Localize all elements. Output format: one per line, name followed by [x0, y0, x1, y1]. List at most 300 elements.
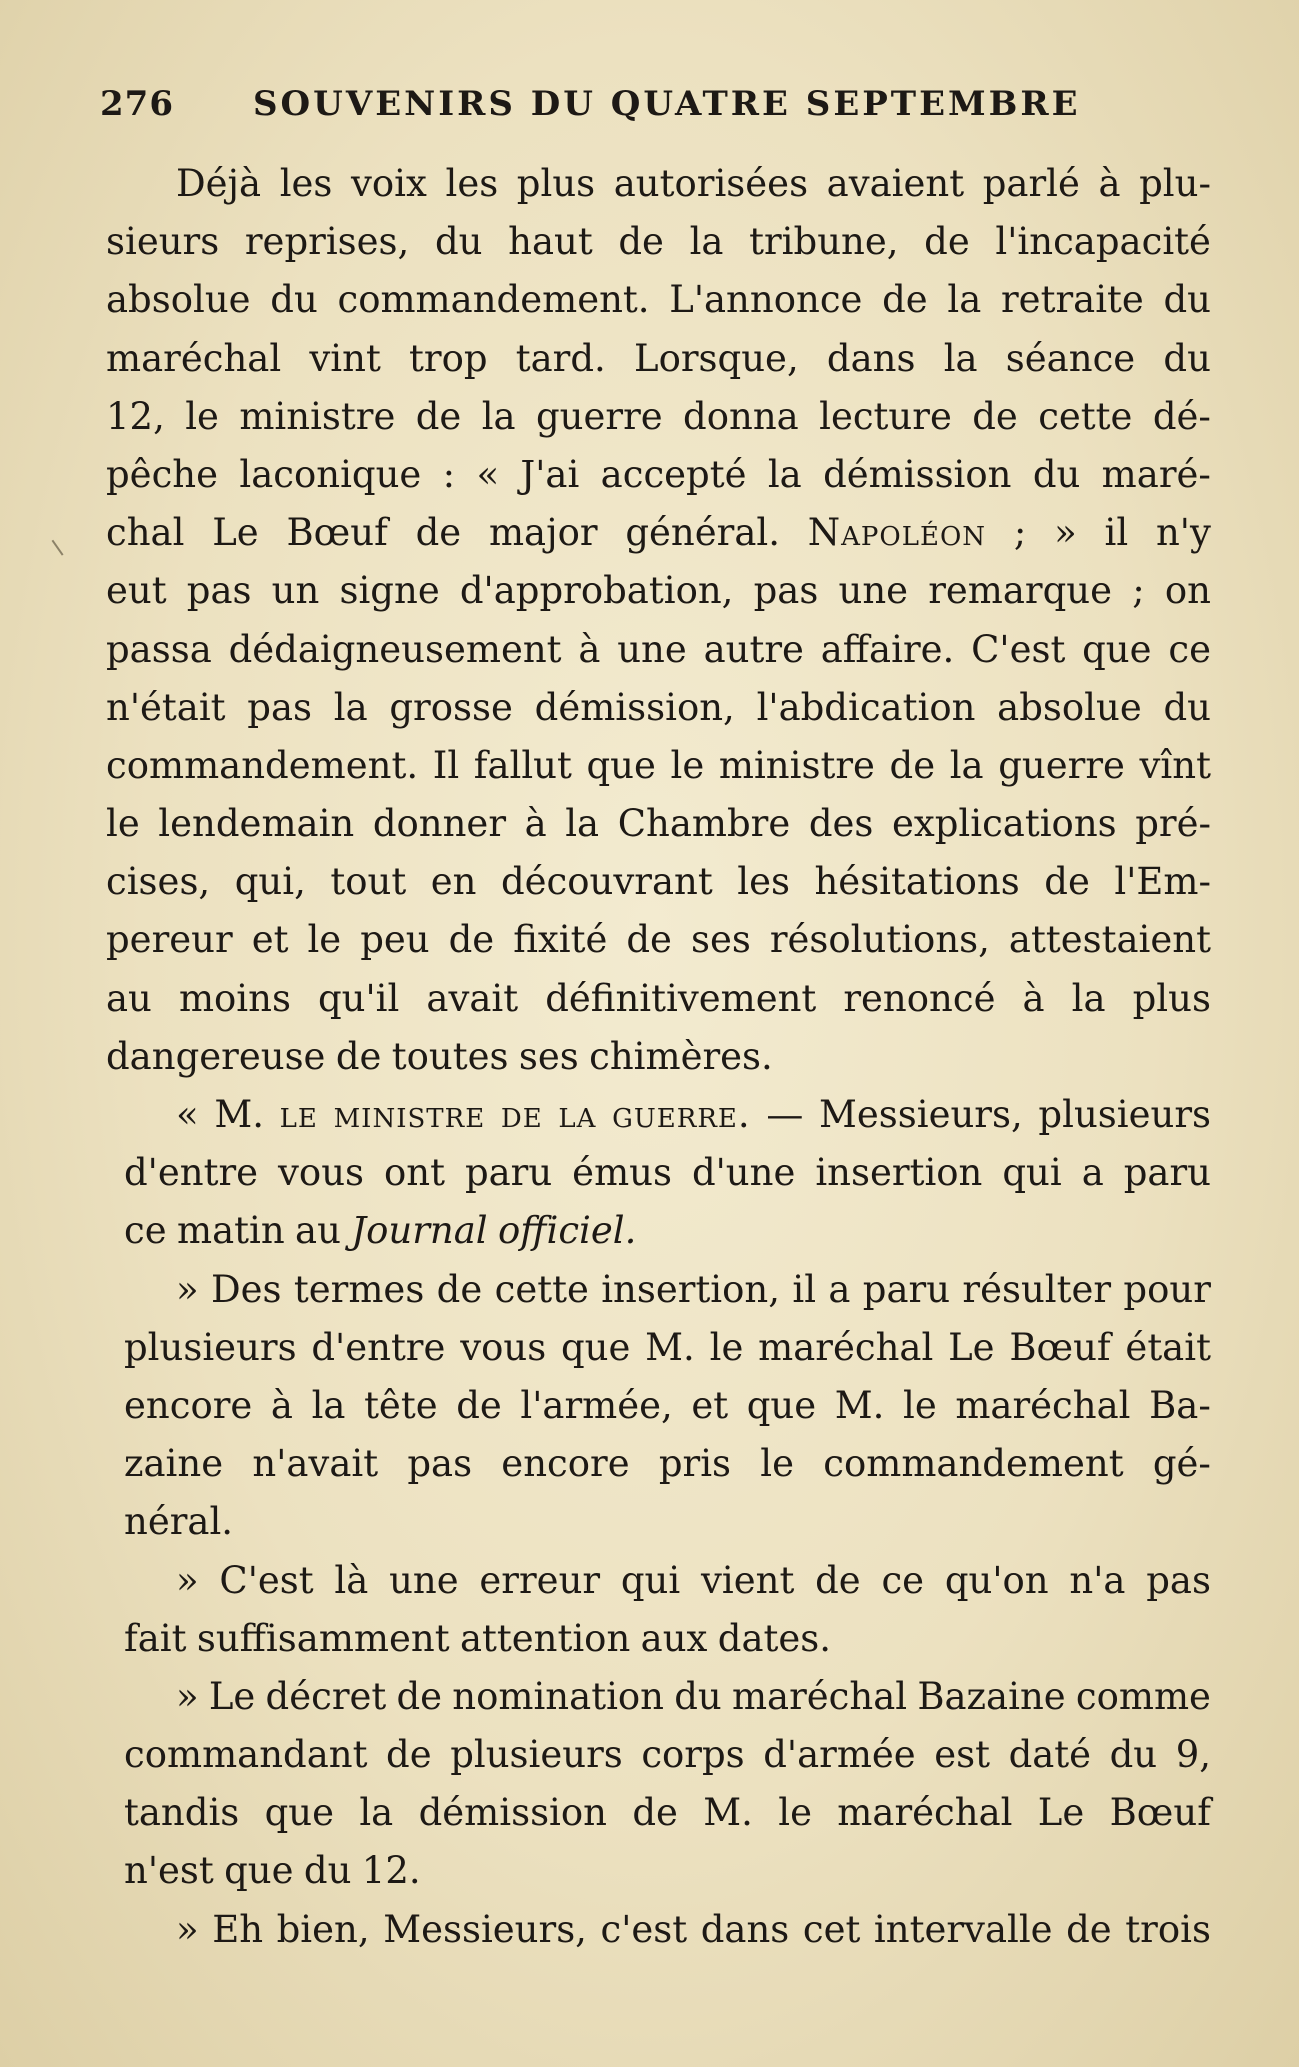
word: ont — [383, 1151, 445, 1195]
word: de — [924, 220, 970, 264]
word: pereur — [106, 918, 233, 962]
word: C'est — [219, 1558, 314, 1602]
word: donna — [683, 394, 799, 438]
word: de — [456, 1383, 502, 1427]
text-line — [106, 853, 1211, 911]
word: Le — [212, 511, 259, 555]
word: 12, — [106, 394, 165, 438]
word: maréchal — [731, 1674, 908, 1718]
word: parlé — [982, 162, 1080, 205]
word: corps — [641, 1733, 745, 1777]
word: que — [264, 1791, 335, 1835]
word: pré- — [1135, 802, 1211, 846]
word: les — [279, 162, 333, 205]
word: pas — [1146, 1558, 1211, 1602]
word: le — [902, 1383, 937, 1427]
word: une — [838, 569, 909, 613]
quote-line — [106, 1901, 1211, 1959]
word: peu — [360, 918, 430, 962]
word: plus — [1132, 976, 1211, 1020]
word: l'Em- — [1114, 860, 1211, 904]
word: dédaigneusement — [228, 627, 562, 671]
word: l'abdication — [756, 685, 976, 729]
word: pris — [658, 1442, 732, 1486]
word: Déjà — [176, 162, 262, 205]
word: de — [448, 918, 495, 962]
word: erreur — [479, 1558, 601, 1602]
word: plusieurs — [1038, 1093, 1211, 1136]
word: a — [1081, 1151, 1104, 1195]
word: 9, — [1175, 1733, 1211, 1777]
word: vînt — [1139, 743, 1211, 787]
quote-line — [106, 1552, 1211, 1610]
word: fallut — [473, 743, 572, 787]
word: à — [270, 1383, 293, 1427]
word: ses — [690, 918, 751, 962]
word: la — [689, 220, 724, 264]
word: « — [176, 1093, 199, 1136]
quote-line — [106, 1086, 1211, 1144]
word: dans — [826, 336, 916, 380]
word: M. — [834, 1383, 885, 1427]
word: la — [359, 1791, 394, 1835]
word: une — [617, 627, 687, 671]
word: la — [481, 394, 516, 438]
word: résulter — [962, 1267, 1112, 1311]
word: maréchal — [106, 336, 282, 380]
word: cette — [1038, 394, 1133, 438]
quote-line — [106, 1435, 1211, 1493]
word: remarque — [928, 569, 1113, 613]
word: signe — [339, 569, 440, 613]
word: » — [1054, 511, 1077, 555]
word: découvrant — [500, 860, 713, 904]
word: de — [632, 1791, 678, 1835]
word: chal — [106, 511, 185, 555]
word: nomination — [452, 1674, 665, 1718]
word: Napoléon — [807, 511, 987, 555]
word: n'était — [106, 685, 226, 729]
word: suffisamment — [196, 1616, 450, 1660]
word: de — [335, 1034, 382, 1078]
word: n'avait — [252, 1442, 379, 1486]
word: ce — [1168, 627, 1211, 671]
word: moins — [178, 976, 291, 1020]
word: pas — [753, 569, 819, 613]
word: lendemain — [158, 802, 355, 846]
word: bien, — [276, 1907, 370, 1951]
word: : — [442, 452, 456, 496]
word: Bazaine — [917, 1674, 1066, 1718]
word: du — [1163, 685, 1211, 729]
word: de — [1066, 1907, 1112, 1951]
word: du — [270, 278, 318, 322]
word: la — [767, 452, 802, 496]
word: dé- — [1152, 394, 1211, 438]
word: explications — [891, 802, 1117, 846]
word: Messieurs, — [818, 1093, 1023, 1136]
word: que — [1082, 627, 1152, 671]
word: a — [828, 1267, 851, 1311]
word: cette — [494, 1267, 589, 1311]
word: — — [766, 1093, 804, 1136]
word: était — [1125, 1325, 1211, 1369]
word: termes — [293, 1267, 425, 1311]
word: la — [333, 685, 368, 729]
word: la — [947, 278, 982, 322]
word: absolue — [997, 685, 1142, 729]
word: l'armée, — [520, 1383, 673, 1427]
word: de — [396, 1674, 443, 1718]
word: aux — [640, 1616, 708, 1660]
quote-line — [106, 1668, 1211, 1726]
word: qui — [1002, 1151, 1062, 1195]
word: d'armée — [763, 1733, 916, 1777]
word: c'est — [600, 1907, 688, 1951]
word: M. — [703, 1791, 753, 1835]
word: de — [415, 511, 462, 555]
text-line — [106, 446, 1211, 504]
word: le — [709, 1325, 744, 1369]
page-number: 276 — [100, 84, 174, 124]
word: les — [445, 162, 499, 205]
word: on — [1164, 569, 1211, 613]
page-header — [100, 84, 1212, 134]
word: ministre — [239, 394, 396, 438]
word: Chambre — [617, 802, 791, 846]
word: grosse — [389, 685, 513, 729]
word: le — [307, 918, 342, 962]
text-line — [106, 795, 1211, 853]
word: à — [1098, 162, 1121, 205]
word: guerre — [998, 743, 1125, 787]
word: laconique — [239, 452, 422, 496]
word: Le — [948, 1325, 995, 1369]
word: démission — [418, 1791, 607, 1835]
word: de — [815, 1558, 861, 1602]
word: de — [386, 1733, 432, 1777]
word: tard. — [515, 336, 606, 380]
word: pour — [1123, 1267, 1211, 1311]
text-line — [106, 1028, 1211, 1086]
word: un — [271, 569, 320, 613]
word: ; — [1013, 511, 1027, 555]
word: du — [1163, 336, 1211, 380]
word: Messieurs, — [383, 1907, 587, 1951]
word: vint — [309, 336, 381, 380]
word: attestaient — [1008, 918, 1211, 962]
word: autorisées — [613, 162, 809, 205]
word: avait — [426, 976, 519, 1020]
word: le — [185, 394, 219, 438]
word: attention — [459, 1616, 631, 1660]
quote-line — [106, 1261, 1211, 1319]
word: guerre. — [612, 1093, 751, 1136]
word: maréchal — [758, 1325, 934, 1369]
word: retraite — [1001, 278, 1144, 322]
word: le — [778, 1791, 812, 1835]
word: reprises, — [244, 220, 410, 264]
quote-line — [106, 1377, 1211, 1435]
word: le — [670, 743, 705, 787]
text-line — [106, 970, 1211, 1028]
margin-mark — [52, 536, 69, 555]
word: n'y — [1155, 511, 1211, 555]
word: comme — [1075, 1674, 1211, 1718]
word: de — [415, 394, 462, 438]
word: plus — [516, 162, 596, 205]
word: Des — [210, 1267, 282, 1311]
word: M. — [214, 1093, 264, 1136]
word: n'est — [124, 1849, 214, 1893]
word: gé- — [1152, 1442, 1211, 1486]
quote-line — [106, 1493, 1211, 1551]
word: de — [626, 918, 672, 962]
word: tête — [364, 1383, 438, 1427]
word: zaine — [124, 1442, 224, 1486]
text-line — [106, 562, 1211, 620]
quote-line — [106, 1202, 1211, 1260]
word: plusieurs — [124, 1325, 297, 1369]
quote-line — [106, 1319, 1211, 1377]
word: maréchal — [955, 1383, 1131, 1427]
word: en — [430, 860, 477, 904]
text-line — [106, 679, 1211, 737]
word: intervalle — [873, 1907, 1053, 1951]
word: il — [1104, 511, 1129, 555]
text-line — [106, 388, 1211, 446]
word: à — [578, 627, 601, 671]
word: du — [1109, 1733, 1158, 1777]
word: de — [972, 394, 1018, 438]
word: vous — [278, 1151, 365, 1195]
word: hésitations — [814, 860, 1020, 904]
word: cises, — [106, 860, 211, 904]
word: renoncé — [843, 976, 996, 1020]
word: Le — [208, 1674, 256, 1718]
word: Il — [432, 743, 460, 787]
text-line — [106, 213, 1211, 271]
word: qui, — [234, 860, 306, 904]
word: encore — [501, 1442, 630, 1486]
word: les — [737, 860, 790, 904]
word: haut — [508, 220, 593, 264]
word: et — [691, 1383, 729, 1427]
word: C'est — [971, 627, 1066, 671]
word: démission, — [534, 685, 735, 729]
word: tribune, — [749, 220, 899, 264]
word: le — [279, 1093, 318, 1136]
word: absolue — [106, 278, 251, 322]
word: de — [500, 1093, 543, 1136]
word: que — [586, 743, 656, 787]
word: de — [618, 220, 664, 264]
word: major — [488, 511, 598, 555]
word: il — [792, 1267, 817, 1311]
word: la — [311, 1383, 346, 1427]
word: dans — [700, 1907, 790, 1951]
word: » — [176, 1674, 199, 1718]
word: du — [1032, 452, 1081, 496]
word: affaire. — [820, 627, 955, 671]
word: et — [251, 918, 289, 962]
word: le — [760, 1442, 795, 1486]
word: ; — [1132, 569, 1145, 613]
word: maréchal — [837, 1791, 1013, 1835]
word: vous — [460, 1325, 547, 1369]
word: la — [558, 1093, 597, 1136]
word: plu- — [1139, 162, 1211, 205]
word: là — [334, 1558, 369, 1602]
word: « — [476, 452, 500, 496]
word: commandement. — [337, 278, 650, 322]
word: sieurs — [106, 220, 220, 264]
word: que — [746, 1383, 817, 1427]
word: L'annonce — [669, 278, 863, 322]
word: ses — [518, 1034, 579, 1078]
word: Lorsque, — [634, 336, 799, 380]
word: avaient — [826, 162, 965, 205]
quote-line — [106, 1784, 1211, 1842]
word: qu'on — [944, 1558, 1049, 1602]
word: à — [524, 802, 547, 846]
word: la — [565, 802, 600, 846]
word: pas — [186, 569, 252, 613]
word: paru — [862, 1267, 951, 1311]
word: ministre — [333, 1093, 486, 1136]
word: de — [436, 1267, 483, 1311]
word: insertion, — [601, 1267, 781, 1311]
word: ce — [124, 1209, 167, 1253]
word: fixité — [513, 918, 608, 962]
body-text — [106, 155, 1211, 1959]
text-line — [106, 155, 1211, 213]
word: commandement — [823, 1442, 1124, 1486]
word: daté — [1008, 1733, 1092, 1777]
quote-line — [106, 1726, 1211, 1784]
word: fait — [124, 1616, 187, 1660]
word: M. — [645, 1325, 695, 1369]
word: Journal — [351, 1209, 488, 1253]
word: du — [434, 220, 483, 264]
word: de — [1044, 860, 1090, 904]
word: le — [106, 802, 140, 846]
word: Ba- — [1149, 1383, 1211, 1427]
word: commandement. — [106, 743, 419, 787]
text-line — [106, 271, 1211, 329]
word: autre — [703, 627, 804, 671]
word: pas — [407, 1442, 473, 1486]
word: insertion — [815, 1151, 983, 1195]
word: vient — [700, 1558, 795, 1602]
word: toutes — [391, 1034, 509, 1078]
word: accepté — [600, 452, 747, 496]
word: ce — [881, 1558, 925, 1602]
word: maré- — [1101, 452, 1211, 496]
word: de — [889, 743, 936, 787]
word: d'une — [691, 1151, 796, 1195]
text-line — [106, 737, 1211, 795]
word: n'a — [1069, 1558, 1126, 1602]
word: plusieurs — [450, 1733, 623, 1777]
word: Bœuf — [1109, 1791, 1211, 1835]
word: une — [389, 1558, 459, 1602]
word: est — [934, 1733, 991, 1777]
word: paru — [1123, 1151, 1211, 1195]
word: d'entre — [311, 1325, 446, 1369]
word: » — [176, 1558, 199, 1602]
word: lecture — [819, 394, 952, 438]
word: l'incapacité — [995, 220, 1211, 264]
word: cet — [802, 1907, 861, 1951]
word: séance — [1005, 336, 1136, 380]
word: tout — [330, 860, 407, 904]
word: au — [106, 976, 152, 1020]
quote-line — [106, 1144, 1211, 1202]
word: décret — [265, 1674, 387, 1718]
word: que — [560, 1325, 631, 1369]
running-head: SOUVENIRS DU QUATRE SEPTEMBRE — [253, 84, 1081, 124]
quote-line — [106, 1842, 1211, 1900]
word: qu'il — [318, 976, 400, 1020]
word: » — [176, 1907, 199, 1951]
word: au — [295, 1209, 341, 1253]
word: de — [882, 278, 928, 322]
word: du — [303, 1849, 352, 1893]
text-line — [106, 504, 1211, 562]
word: définitivement — [545, 976, 817, 1020]
word: encore — [124, 1383, 253, 1427]
word: » — [176, 1267, 199, 1311]
word: la — [949, 743, 984, 787]
text-line — [106, 330, 1211, 388]
word: dangereuse — [106, 1034, 326, 1078]
word: trop — [409, 336, 488, 380]
word: paru — [464, 1151, 553, 1195]
word: J'ai — [520, 452, 580, 496]
word: général. — [625, 511, 780, 555]
quote-line — [106, 1610, 1211, 1668]
word: la — [1071, 976, 1106, 1020]
word: Bœuf — [1009, 1325, 1111, 1369]
word: tandis — [124, 1791, 240, 1835]
text-line — [106, 911, 1211, 969]
word: officiel. — [498, 1209, 637, 1253]
word: émus — [572, 1151, 672, 1195]
word: d'approbation, — [459, 569, 734, 613]
word: d'entre — [124, 1151, 259, 1195]
word: donner — [372, 802, 507, 846]
word: Le — [1037, 1791, 1085, 1835]
word: commandant — [124, 1733, 368, 1777]
text-line — [106, 621, 1211, 679]
word: pêche — [106, 452, 219, 496]
word: guerre — [535, 394, 663, 438]
word: du — [674, 1674, 722, 1718]
word: que — [224, 1849, 294, 1893]
word: néral. — [124, 1500, 234, 1544]
word: chimères. — [589, 1034, 773, 1078]
word: Bœuf — [286, 511, 388, 555]
word: des — [808, 802, 874, 846]
word: voix — [351, 162, 427, 205]
word: pas — [247, 685, 312, 729]
word: trois — [1125, 1907, 1211, 1951]
word: qui — [620, 1558, 681, 1602]
word: 12. — [361, 1849, 421, 1893]
word: matin — [176, 1209, 285, 1253]
word: dates. — [717, 1616, 832, 1660]
